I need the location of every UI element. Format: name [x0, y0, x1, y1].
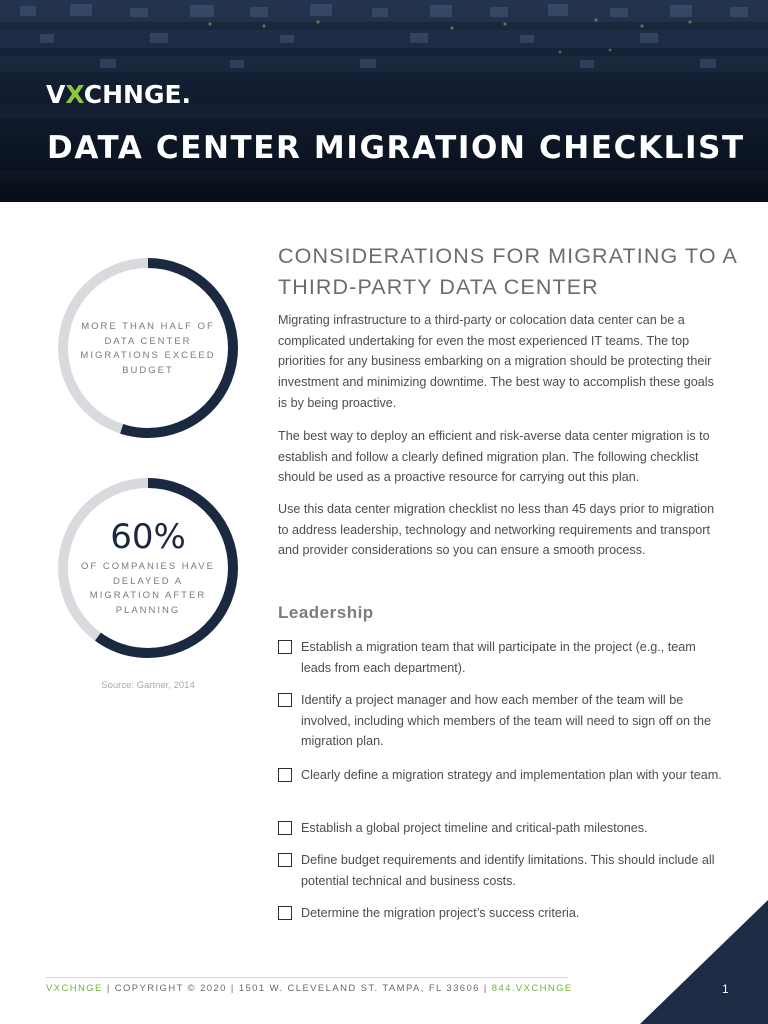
- checklist-item-text: Define budget requirements and identify limitations. This should include all potential technical and business costs.: [301, 853, 715, 888]
- delay-stat-donut: [56, 473, 240, 663]
- intro-paragraph-3: Use this data center migration checklist no less than 45 days prior to migration to address leadership, technology and networking requirements and transport and provider considerations so you can ensure a smooth process.: [278, 502, 715, 558]
- checklist-item-text: Determine the migration project’s success criteria.: [301, 906, 580, 920]
- document-title: DATA CENTER MIGRATION CHECKLIST: [47, 130, 745, 166]
- footer-copyright: COPYRIGHT © 2020: [114, 983, 227, 994]
- vxchnge-logo: VXCHNGE.: [46, 80, 192, 109]
- budget-stat-donut: [56, 253, 240, 443]
- source-citation: Source: Gartner, 2014: [101, 680, 195, 691]
- footer-phone[interactable]: 844.VXCHNGE: [491, 983, 573, 994]
- checklist-item-text: Establish a global project timeline and critical-path milestones.: [301, 821, 648, 835]
- checkbox[interactable]: [278, 821, 292, 835]
- leadership-title: Leadership: [278, 603, 374, 622]
- delay-stat-value: 60%: [110, 517, 186, 557]
- footer-address: 1501 W. CLEVELAND ST. TAMPA, FL 33606: [238, 983, 480, 994]
- checklist-item-text: Establish a migration team that will participate in the project (e.g., team leads from each department).: [301, 640, 696, 675]
- delay-stat-text: OF COMPANIES HAVE DELAYED A MIGRATION AFTER PLANNING: [81, 561, 215, 616]
- footer: VXCHNGE | COPYRIGHT © 2020 | 1501 W. CLEVELAND ST. TAMPA, FL 33606 | 844.VXCHNGE: [46, 983, 573, 994]
- checkbox[interactable]: [278, 640, 292, 654]
- footer-divider: [46, 977, 568, 978]
- footer-brand[interactable]: VXCHNGE: [46, 983, 103, 994]
- checkbox[interactable]: [278, 906, 292, 920]
- header-banner: [0, 0, 768, 202]
- checkbox[interactable]: [278, 693, 292, 707]
- checkbox[interactable]: [278, 768, 292, 782]
- intro-paragraph-1: Migrating infrastructure to a third-party or colocation data center can be a complicated undertaking for even the most experienced IT teams. The top priorities for any business embarking on a migration should be protecting their investment and minimizing downtime. The best way to accomplish these goals is by being proactive.: [278, 313, 714, 410]
- intro-paragraph-2: The best way to deploy an efficient and risk-averse data center migration is to establish and follow a clearly defined migration plan. The following checklist should be used as a proactive resource for carrying out this plan.: [278, 429, 710, 485]
- section-heading: CONSIDERATIONS FOR MIGRATING TO A THIRD-PARTY DATA CENTER: [278, 244, 737, 299]
- checklist-item-text: Clearly define a migration strategy and implementation plan with your team.: [301, 768, 722, 782]
- checkbox[interactable]: [278, 853, 292, 867]
- page-number: 1: [722, 982, 729, 996]
- budget-stat-text: MORE THAN HALF OF DATA CENTER MIGRATIONS EXCEED BUDGET: [80, 321, 216, 376]
- corner-triangle: [640, 900, 768, 1024]
- checklist-item-text: Identify a project manager and how each member of the team will be involved, including which members of the team will need to sign off on the migration plan.: [301, 693, 711, 749]
